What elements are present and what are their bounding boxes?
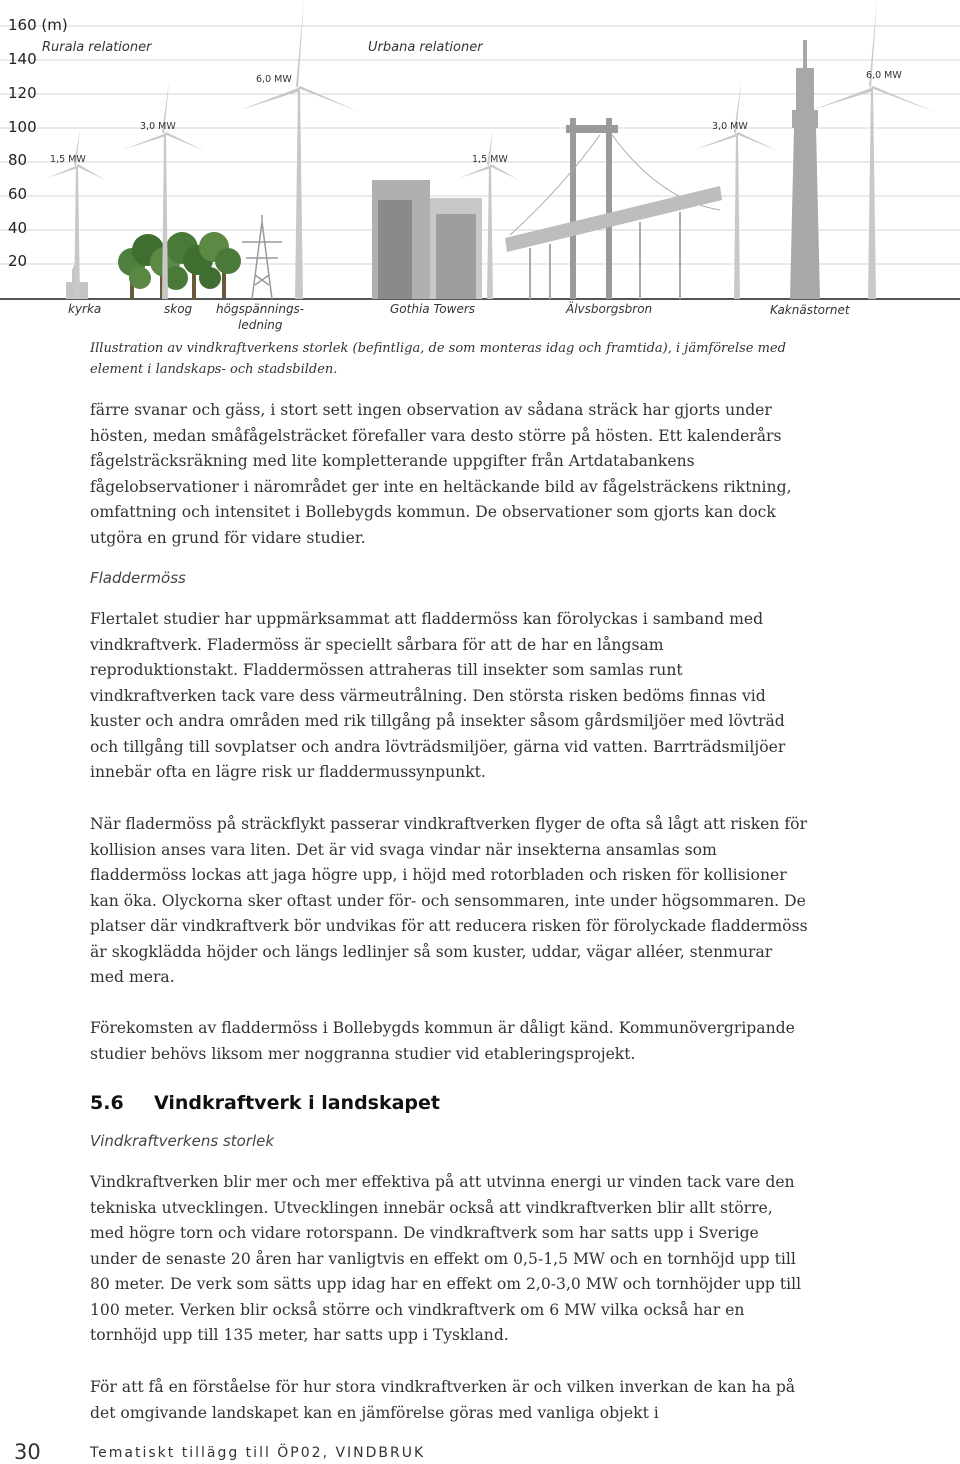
turbine-mw-label: 6,0 MW xyxy=(256,74,292,85)
turbine-mw-label: 6,0 MW xyxy=(866,70,902,81)
object-label-ledning: ledning xyxy=(238,318,283,332)
section-number: 5.6 xyxy=(90,1092,124,1114)
y-tick-label: 60 xyxy=(8,185,28,203)
object-label-kyrka: kyrka xyxy=(68,302,102,316)
turbine-mw-label: 1,5 MW xyxy=(472,154,508,165)
body-paragraph-bats-1: Flertalet studier har uppmärksammat att fladdermöss kan förolyckas i samband med vindkraftverk. Fladermöss är speciellt sårbara för att de har en långsam reproduktionstakt. Fladdermössen attraheras till insekter som samlas runt vindkraftverken tack vare dess värmeutrålning. Den största risken bedöms finnas vid kuster och andra områden med rik tillgång på insekter såsom gårdsmiljöer med lövträd och tillgång till sovplatser och andra lövträdsmiljöer, gärna vid vatten. Barrträdsmiljöer innebär ofta en lägre risk ur fladdermussynpunkt. xyxy=(90,610,786,781)
body-paragraph-birds: färre svanar och gäss, i stort sett ingen observation av sådana sträck har gjorts under hösten, medan småfågelsträcket förefaller vara desto större på hösten. Ett kalenderårs fågelsträcksräkning med lite kompletterande uppgifter från Artdatabankens fågelobservationer i närområdet ger inte en heltäckande bild av fågelsträckens riktning, omfattning och intensitet i Bollebygds kommun. De observationer som gjorts kan dock utgöra en grund för vidare studier. xyxy=(90,401,792,547)
turbine-mw-label: 3,0 MW xyxy=(140,121,176,132)
subheading-fladdermoss: Fladdermöss xyxy=(90,569,186,587)
footer-text: Tematiskt tillägg till ÖP02, VINDBRUK xyxy=(90,1445,426,1461)
kaknastornet-shape xyxy=(790,40,820,299)
body-paragraph-bats-2: När fladermöss på sträckflykt passerar vindkraftverken flyger de ofta så lågt att risken för kollision anses vara liten. Det är vid svaga vindar när insekterna ansamlas som fladdermöss lockas att jaga högre upp, i höjd med rotorbladen och risken för kollisioner kan öka. Olyckorna sker oftast under för- och sensommaren, inte under högsommaren. De platser där vindkraftverk bör undvikas för att reducera risken för förolyckade fladdermöss är skogklädda höjder och längs ledlinjer så som kuster, uddar, vägar alléer, stenmurar med mera. xyxy=(90,815,808,986)
turbine-mw-label: 1,5 MW xyxy=(50,154,86,165)
urban-group-label: Urbana relationer xyxy=(368,40,483,55)
alvsborgsbron-shape xyxy=(505,118,722,299)
y-tick-label: 40 xyxy=(8,219,28,237)
section-title: Vindkraftverk i landskapet xyxy=(154,1092,441,1114)
y-tick-label: 80 xyxy=(8,151,28,169)
gothia-towers-shape xyxy=(372,180,482,299)
turbine-mw-label: 3,0 MW xyxy=(712,121,748,132)
pylon-shape xyxy=(242,215,282,299)
page-number: 30 xyxy=(14,1440,41,1464)
object-label-alvsborgsbron: Älvsborgsbron xyxy=(566,302,653,316)
body-paragraph-comparison: För att få en förståelse för hur stora vindkraftverken är och vilken inverkan de kan ha på det omgivande landskapet kan en jämförelse göras med vanliga objekt i xyxy=(90,1378,796,1422)
y-tick-label: 120 xyxy=(8,84,37,102)
forest-shape xyxy=(118,232,241,299)
object-label-skog: skog xyxy=(164,302,193,316)
y-tick-label: 100 xyxy=(8,118,37,136)
object-label-gothia: Gothia Towers xyxy=(390,302,476,316)
figure-caption: Illustration av vindkraftverkens storlek (befintliga, de som monteras idag och framtida), i jämförelse med element i landskaps- och stadsbilden. xyxy=(90,341,786,377)
body-paragraph-size: Vindkraftverken blir mer och mer effektiva på att utvinna energi ur vinden tack vare den tekniska utvecklingen. Utvecklingen innebär också att vindkraftverken blir allt större, med högre torn och vidare rotorspann. De vindkraftverk som har satts upp i Sverige under de senaste 20 åren har vanligtvis en effekt om 0,5-1,5 MW och en tornhöjd upp till 80 meter. De verk som sätts upp idag har en effekt om 2,0-3,0 MW och tornhöjder upp till 100 meter. Verken blir också större och vindkraftverk om 6 MW vilka också har en tornhöjd upp till 135 meter, har satts upp i Tyskland. xyxy=(90,1173,802,1344)
comparison-illustration xyxy=(0,0,960,340)
rural-group-label: Rurala relationer xyxy=(42,40,152,55)
y-tick-label: 140 xyxy=(8,50,37,68)
y-tick-label: 160 (m) xyxy=(8,16,68,34)
object-label-kaknastornet: Kaknästornet xyxy=(770,303,850,317)
section-heading xyxy=(90,1092,440,1114)
y-tick-label: 20 xyxy=(8,252,28,270)
subheading-storlek: Vindkraftverkens storlek xyxy=(90,1132,275,1150)
object-label-hogspanning: högspännings- xyxy=(216,302,305,316)
body-paragraph-bats-3: Förekomsten av fladdermöss i Bollebygds kommun är dåligt känd. Kommunövergripande studier behövs liksom mer noggranna studier vid etableringsprojekt. xyxy=(90,1019,795,1063)
